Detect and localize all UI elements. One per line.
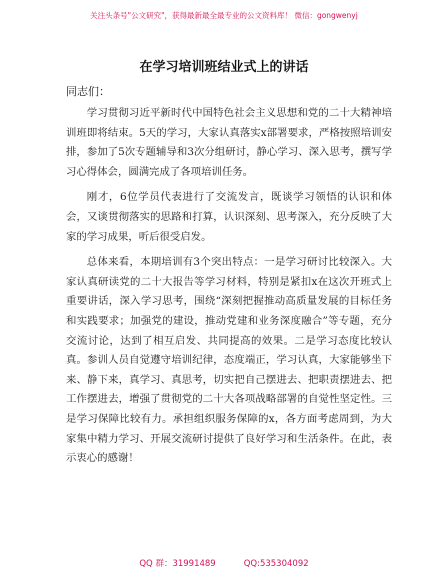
footer-qq: QQ:535304092 (243, 559, 309, 569)
paragraph-1: 学习贯彻习近平新时代中国特色社会主义思想和党的二十大精神培训班即将结束。5天的学习，大家认真落实x部署要求，严格按照培训安排，参加了5次专题辅导和3次分组研讨，静心学习、深入思考，撰写学习心得体会，圆满完成了各项培训任务。 (66, 107, 392, 178)
header-banner: 关注头条号"公文研究"，获得最新最全最专业的公文资料库！ 微信：gongwenyj (90, 11, 358, 20)
paragraph-2: 刚才，6位学员代表进行了交流发言，既谈学习领悟的认识和体会，又谈贯彻落实的思路和打算，认识深刻、思考深入，充分反映了大家的学习成果，听后很受启发。 (66, 191, 392, 243)
footer-qq-group: QQ 群：31991489 (139, 559, 216, 569)
footer-contact (0, 557, 448, 569)
salutation: 同志们： (66, 85, 110, 98)
paragraph-3: 总体来看，本期培训有3个突出特点：一是学习研讨比较深入。大家认真研读党的二十大报告等学习材料，特别是紧扣x在这次开班式上重要讲话，深入学习思考，围绕“深刻把握推动高质量发展的目标任务和实践要求；加强党的建设，推动党建和业务深度融合”等专题，充分交流讨论，达到了相互启发、共同提高的效果。二是学习态度比较认真。参训人员自觉遵守培训纪律，态度端正，学习认真，大家能够坐下来、静下来，真学习、真思考，切实把自己摆进去、把职责摆进去、把工作摆进去，增强了贯彻党的二十大各项战略部署的自觉性坚定性。三是学习保障比较有力。承担组织服务保障的x，各方面考虑周到，为大家集中精力学习、开展交流研讨提供了良好学习和生活条件。在此，表示衷心的感谢！ (66, 256, 392, 465)
document-title: 在学习培训班结业式上的讲话 (139, 60, 309, 75)
document-body (66, 82, 392, 475)
